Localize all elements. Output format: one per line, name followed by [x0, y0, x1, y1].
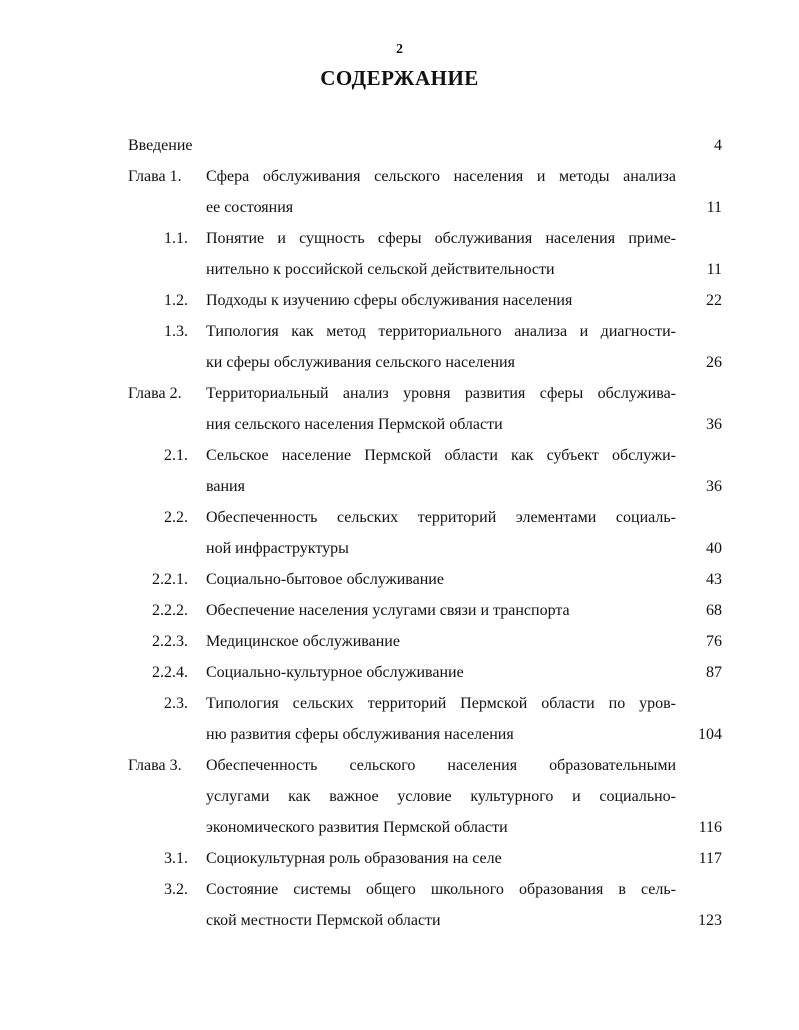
toc-entry-title-line: Обеспеченность сельских территорий элементами социаль- — [206, 509, 676, 526]
toc-entry-title-line: ной инфраструктуры — [206, 540, 349, 557]
toc-entry-number: 2.3. — [164, 695, 188, 712]
toc-entry-title-line: экономического развития Пермской области — [206, 819, 508, 836]
toc-entry-number: 1.1. — [164, 230, 188, 247]
toc-entry-title-line: Обеспеченность сельского населения образовательными — [206, 757, 676, 774]
toc-entry-page: 36 — [706, 478, 722, 495]
toc-entry-number: 2.2.3. — [152, 633, 188, 650]
toc-entry-title — [206, 663, 676, 694]
toc-entry-page: 43 — [706, 571, 722, 588]
toc-entry-title-line: Сельское население Пермской области как субъект обслужи- — [206, 447, 676, 464]
toc-entry-title-line: Типология как метод территориального анализа и диагности- — [206, 323, 676, 340]
toc-entry-title — [206, 229, 676, 291]
toc-entry-title — [206, 167, 676, 229]
page-number: 2 — [396, 42, 403, 57]
toc-entry-page: 123 — [698, 912, 722, 929]
toc-entry-title-line: Сфера обслуживания сельского населения и методы анализа — [206, 168, 676, 185]
toc-entry-title-line: Социокультурная роль образования на селе — [206, 850, 502, 867]
toc-entry-title-line — [206, 136, 676, 167]
toc-entry-title-line: Социально-бытовое обслуживание — [206, 571, 444, 588]
toc-entry-page: 40 — [706, 540, 722, 557]
toc-entry-title — [206, 694, 676, 756]
toc-entry-title-line: Обеспечение населения услугами связи и транспорта — [206, 602, 570, 619]
toc-entry-number: Глава 2. — [128, 385, 182, 402]
toc-entry-title-line: ской местности Пермской области — [206, 912, 441, 929]
toc-entry-title — [206, 322, 676, 384]
toc-entry-title — [206, 384, 676, 446]
toc-entry-title-line: Состояние системы общего школьного образования в сель- — [206, 881, 676, 898]
toc-entry-title-line: Понятие и сущность сферы обслуживания населения приме- — [206, 230, 676, 247]
toc-entry-page: 76 — [706, 633, 722, 650]
toc-entry-title-line: вания — [206, 478, 245, 495]
toc-entry-title-line: ки сферы обслуживания сельского населения — [206, 354, 515, 371]
toc-entry-number: 3.2. — [164, 881, 188, 898]
toc-entry-title-line: Типология сельских территорий Пермской области по уров- — [206, 695, 676, 712]
toc-entry-number: 2.2. — [164, 509, 188, 526]
toc-entry-number: Глава 3. — [128, 757, 182, 774]
toc-entry-title — [206, 601, 676, 632]
toc-entry-title-line: ню развития сферы обслуживания населения — [206, 726, 514, 743]
page-title: СОДЕРЖАНИЕ — [320, 66, 479, 90]
toc-entry-title — [206, 136, 676, 167]
toc-entry-number: Глава 1. — [128, 168, 182, 185]
toc-entry-title-line: Подходы к изучению сферы обслуживания населения — [206, 292, 573, 309]
toc-entry-title-line: нительно к российской сельской действительности — [206, 261, 555, 278]
toc-entry-page: 36 — [706, 416, 722, 433]
toc-entry-title-line: ния сельского населения Пермской области — [206, 416, 503, 433]
toc-entry-page: 104 — [698, 726, 722, 743]
toc-entry-title — [206, 849, 676, 880]
toc-entry-page: 11 — [706, 199, 722, 216]
toc-entry-number: Введение — [128, 137, 193, 154]
toc-entry-page: 22 — [706, 292, 722, 309]
toc-entry-title — [206, 446, 676, 508]
toc-entry-page: 117 — [698, 850, 722, 867]
toc-entry-title — [206, 570, 676, 601]
toc-entry-page: 87 — [706, 664, 722, 681]
toc-entry-number: 2.2.4. — [152, 664, 188, 681]
toc-entry-number: 2.2.2. — [152, 602, 188, 619]
toc-entry-title — [206, 632, 676, 663]
toc-entry-number: 2.2.1. — [152, 571, 188, 588]
toc-entry-title — [206, 756, 676, 849]
toc-entry-number: 1.2. — [164, 292, 188, 309]
toc-entry-page: 116 — [698, 819, 722, 836]
toc-entry-title — [206, 880, 676, 942]
toc-entry-title-line: Социально-культурное обслуживание — [206, 664, 464, 681]
toc-entry-number: 2.1. — [164, 447, 188, 464]
toc-entry-title-line: Медицинское обслуживание — [206, 633, 400, 650]
toc-entry-page: 68 — [706, 602, 722, 619]
toc-entry-title — [206, 291, 676, 322]
toc-entry-page: 11 — [706, 261, 722, 278]
toc-entry-page: 4 — [714, 137, 722, 154]
toc-entry-number: 1.3. — [164, 323, 188, 340]
toc-entry-page: 26 — [706, 354, 722, 371]
toc-entry-number: 3.1. — [164, 850, 188, 867]
toc-entry-title-line: Территориальный анализ уровня развития сферы обслужива- — [206, 385, 676, 402]
toc-entry-title — [206, 508, 676, 570]
toc-entry-title-line: услугами как важное условие культурного и социально- — [206, 788, 676, 805]
toc-entry-title-line: ее состояния — [206, 199, 294, 216]
